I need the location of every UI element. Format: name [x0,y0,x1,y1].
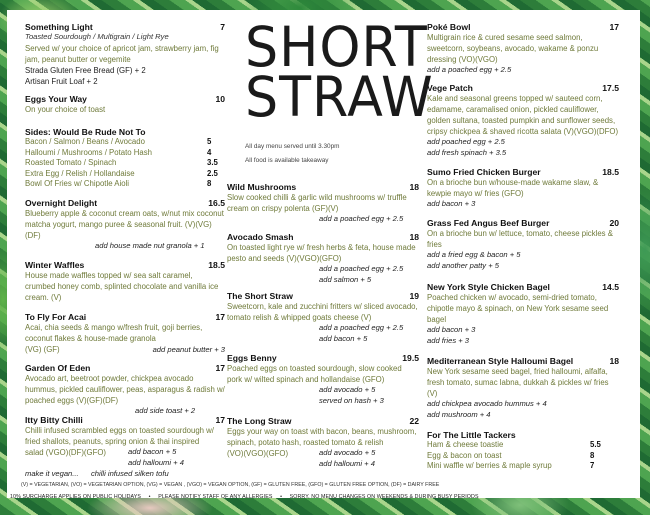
item-addon: add a poached egg + 2.5 [319,323,404,332]
menu-item-overnight-delight [25,198,225,252]
item-price: 17 [215,363,225,373]
menu-item-acai [25,312,225,356]
side-row [25,158,225,169]
item-description: Slow cooked chilli & garlic wild mushrooms w/ truffle cream on crispy polenta (GF)(V) [227,193,407,213]
item-description: Poached eggs on toasted sourdough, slow cooked pork w/ wilted spinach and hollandaise (GFO) [227,364,402,384]
item-price: 17 [215,312,225,322]
menu-item-itty-bitty-chilli [25,415,225,479]
item-price: 17 [215,415,225,425]
item-addon: add fries + 3 [427,335,470,345]
item-addon: add a fried egg & bacon + 5 [427,250,521,259]
takeaway-note: All food is available takeaway [245,157,329,164]
short-straw-logo [245,15,434,129]
side-name: Bowl Of Fries w/ Chipotle Aioli [25,179,129,188]
side-name: Halloumi / Mushrooms / Potato Hash [25,147,152,157]
kids-item-price: 7 [590,461,595,470]
item-addon: add salmon + 5 [319,274,372,284]
kids-row [427,451,619,462]
section-title: For The Little Tackers [427,430,516,440]
kids-item-name: Egg & bacon on toast [427,450,502,460]
item-price: 7 [220,22,225,32]
bullet-separator-icon: • [280,494,283,500]
menu-item-ny-chicken-bagel [427,282,619,346]
item-extra: Artisan Fruit Loaf + 2 [25,76,98,86]
footer-notice: PLEASE NOTIFY STAFF OF ANY ALLERGIES [158,494,273,500]
item-description: Poached chicken w/ avocado, semi-dried tomato, chipotle mayo & spinach, on New York sesame seed bagel [427,293,609,324]
side-price: 3.5 [207,158,218,167]
item-description: Blueberry apple & coconut cream oats, w/nut mix coconut matcha yogurt, mango puree & seasonal fruit. (V)(VG)(DF) [25,209,224,240]
item-price: 19.5 [402,353,419,363]
menu-item-eggs-your-way [25,94,225,115]
item-addon: add halloumi + 4 [319,459,375,468]
item-title: Vege Patch [427,83,473,93]
side-price: 5 [207,137,212,146]
item-title: Avocado Smash [227,232,294,242]
side-row [25,179,225,190]
side-name: Extra Egg / Relish / Hollandaise [25,168,135,178]
item-addon: add bacon + 5 [319,333,368,343]
item-addon: add bacon + 3 [427,199,476,208]
item-addon: add another patty + 5 [427,260,499,270]
menu-item-short-straw [227,291,419,344]
kids-item-name: Ham & cheese toastie [427,440,504,449]
kids-item-name: Mini waffle w/ berries & maple syrup [427,461,552,470]
item-addon: add chickpea avocado hummus + 4 [427,399,547,408]
item-addon: add peanut butter + 3 [152,345,225,354]
item-tags: (VG) (GF) [25,345,60,354]
item-description: On a brioche bun w/ lettuce, tomato, cheese pickles & fries [427,229,613,249]
item-title: To Fly For Acai [25,312,87,322]
item-price: 18.5 [208,260,225,270]
logo-line-1: SHORT [245,15,428,79]
item-tags: (VO)(VGO)(GFO) [227,449,289,458]
item-addon: add side toast + 2 [135,406,196,415]
item-description: Avocado art, beetroot powder, chickpea avocado hummus, pickled cauliflower, peas, asparagus & radish w/ poached eggs (V)(GF)(DF) [25,374,225,405]
item-price: 22 [409,416,419,426]
vegan-label: make it vegan... [25,468,79,478]
menu-item-avocado-smash [227,232,419,285]
item-price: 18 [409,232,419,242]
item-extra: Strada Gluten Free Bread (GF) + 2 [25,65,146,75]
item-title: Overnight Delight [25,198,98,208]
footer-notices [10,494,479,500]
item-description: Kale and seasonal greens topped w/ sauteed corn, edamame, caramalised onion, pickled cauliflower, golden sultana, toasted pumpkin and sunflower seeds, cripsy chickpea & shaved ricotta salata (V)(VGO)(DFO) [427,94,619,136]
item-addon: add house made nut granola + 1 [95,241,205,250]
item-description: Acai, chia seeds & mango w/fresh fruit, goji berries, coconut flakes & house-made granola [25,323,203,343]
logo-line-2: STRAW [245,65,434,129]
item-price: 18.5 [602,167,619,177]
menu-item-angus-burger [427,218,619,271]
menu-item-winter-waffles [25,260,225,303]
item-title: Eggs Your Way [25,94,87,104]
item-price: 18 [409,182,419,192]
item-price: 17 [609,22,619,32]
item-addon: add a poached egg + 2.5 [319,214,404,223]
item-addon: add a poached egg + 2.5 [319,264,404,273]
menu-item-wild-mushrooms [227,182,419,225]
item-price: 19 [409,291,419,301]
menu-hours-note: All day menu served until 3.30pm [245,143,340,150]
side-price: 2.5 [207,168,218,178]
item-description: Served w/ your choice of apricot jam, strawberry jam, fig jam, peanut butter or vegemite [25,43,219,64]
kids-item-price: 5.5 [590,440,601,449]
footer-notice: 10% SURCHARGE APPLIES ON PUBLIC HOLIDAYS [10,494,142,500]
menu-item-vege-patch [427,83,619,158]
menu-item-sumo-burger [427,167,619,210]
item-addon: add a poached egg + 2.5 [427,65,512,74]
item-title: Wild Mushrooms [227,182,297,192]
side-row [25,137,225,148]
item-addon: served on hash + 3 [319,395,384,405]
menu-item-long-straw [227,416,419,470]
item-addon: add avocado + 5 [319,385,376,394]
item-title: Something Light [25,22,93,32]
item-description: Eggs your way on toast with bacon, beans, mushroom, spinach, potato hash, roasted tomato & relish [227,427,417,447]
item-price: 17.5 [602,83,619,93]
side-price: 4 [207,147,212,157]
item-addon: add halloumi + 4 [128,458,184,467]
item-description: Sweetcorn, kale and zucchini fritters w/ sliced avocado, tomato relish & whipped goats cheese (V) [227,302,418,322]
item-title: New York Style Chicken Bagel [427,282,550,292]
item-title: Winter Waffles [25,260,85,270]
side-name: Roasted Tomato / Spinach [25,158,117,167]
item-title: Poké Bowl [427,22,471,32]
menu-item-garden-of-eden [25,363,225,417]
menu-item-eggs-benny [227,353,419,406]
item-title: Eggs Benny [227,353,277,363]
item-addon: add poached egg + 2.5 [427,137,505,146]
item-description: House made waffles topped w/ sea salt caramel, crumbed honey comb, splinted chocolate and vanilla ice cream. (V) [25,271,219,302]
item-description: New York sesame seed bagel, fried halloumi, alfalfa, fresh tomato, sumac labna, dukkah & pickles w/ fries (V) [427,367,609,398]
item-addon: add bacon + 5 [128,447,177,456]
item-price: 18 [609,356,619,366]
item-title: Sumo Fried Chicken Burger [427,167,541,177]
item-description: On toasted light rye w/ fresh herbs & feta, house made pesto and seeds (V)(VGO)(GFO) [227,243,416,263]
menu-section-kids [427,430,619,472]
item-description: Chilli infused scrambled eggs on toasted sourdough w/ fried shallots, peanuts, spring onion & thai inspired [25,426,214,446]
item-description: Multigrain rice & cured sesame seed salmon, sweetcorn, soybeans, avocado, wakame & ponzu dressing (VO)(VGO) [427,33,599,64]
kids-row [427,440,619,451]
kids-item-price: 8 [590,450,595,460]
kids-row [427,461,619,472]
vegan-option: chilli infused silken tofu [91,468,169,478]
item-addon: add fresh spinach + 3.5 [427,147,507,157]
menu-item-halloumi-bagel [427,356,619,420]
item-description: On a brioche bun w/house-made wakame slaw, & kewpie mayo w/ fries (GFO) [427,178,599,198]
item-addon: add avocado + 5 [319,448,376,457]
menu-item-something-light [25,22,225,87]
item-price: 16.5 [208,198,225,208]
item-price: 10 [215,94,225,104]
item-addon: add mushroom + 4 [427,409,491,419]
item-title: The Short Straw [227,291,293,301]
item-title: Mediterranean Style Halloumi Bagel [427,356,574,366]
section-title: Sides: Would Be Rude Not To [25,127,146,137]
footer-notice: SORRY, NO MENU CHANGES ON WEEKENDS & DURING BUSY PERIODS [289,494,479,500]
item-addon: add bacon + 3 [427,325,476,334]
item-title: Itty Bitty Chilli [25,415,83,425]
item-tags: salad (VGO)(DF)(GFO) [25,448,106,457]
item-price: 20 [609,218,619,228]
menu-item-poke-bowl [427,22,619,76]
dietary-legend: (V) = VEGETARIAN, (VO) = VEGETARIAN OPTION, (VG) = VEGAN , (VGO) = VEGAN OPTION, (GF) = GLUTEN FREE, (GFO) = GLUTEN FREE OPTION, (DF) = DAIRY FREE [21,482,440,488]
menu-section-sides [25,127,225,190]
menu-panel [7,10,640,498]
item-price: 14.5 [602,282,619,292]
item-title: The Long Straw [227,416,292,426]
item-title: Garden Of Eden [25,363,91,373]
item-title: Grass Fed Angus Beef Burger [427,218,550,228]
side-price: 8 [207,179,212,188]
side-row [25,169,225,180]
item-description: On your choice of toast [25,105,106,114]
bullet-separator-icon: • [148,494,151,500]
item-bread-options: Toasted Sourdough / Multigrain / Light Rye [25,32,169,41]
side-name: Bacon / Salmon / Beans / Avocado [25,137,145,146]
side-row [25,148,225,159]
